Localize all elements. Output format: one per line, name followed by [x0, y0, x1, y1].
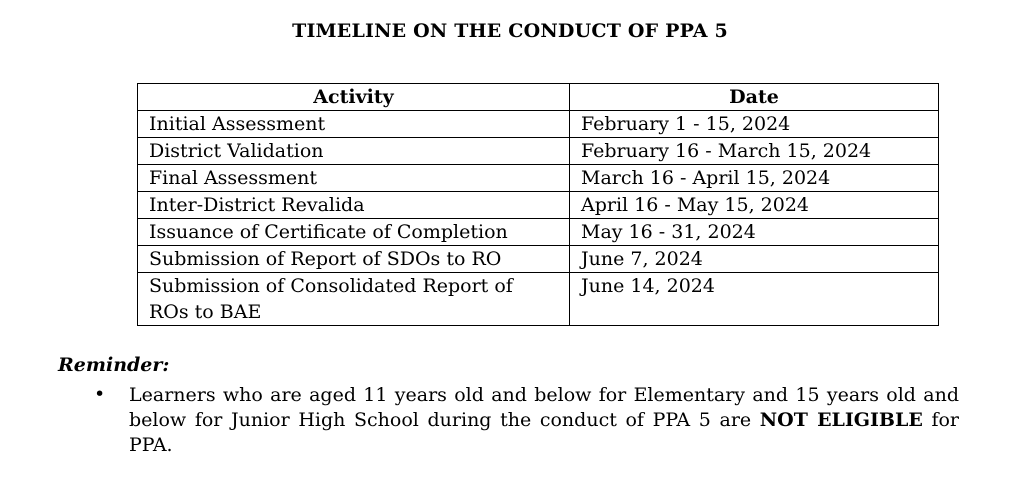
- table-row: [138, 273, 939, 326]
- table-header-row: [138, 84, 939, 111]
- activity-cell: Submission of Report of SDOs to RO: [138, 246, 570, 273]
- reminder-text: [129, 383, 959, 458]
- timeline-table: [137, 83, 939, 326]
- reminder-text-part2: for PPA.: [129, 409, 960, 456]
- table-row: [138, 246, 939, 273]
- activity-cell: Initial Assessment: [138, 111, 570, 138]
- reminder-text-part1: Learners who are aged 11 years old and below for Elementary and 15 years old and below for Junior High School during the conduct of PPA 5 are: [129, 384, 959, 431]
- table-row: [138, 165, 939, 192]
- date-cell: June 7, 2024: [570, 246, 939, 273]
- activity-cell: Inter-District Revalida: [138, 192, 570, 219]
- activity-cell: District Validation: [138, 138, 570, 165]
- table-row: [138, 138, 939, 165]
- activity-cell: Submission of Consolidated Report of ROs to BAE: [138, 273, 570, 326]
- bullet-point-icon: •: [94, 383, 106, 405]
- table-row: [138, 192, 939, 219]
- activity-cell: Final Assessment: [138, 165, 570, 192]
- date-cell: June 14, 2024: [570, 273, 939, 326]
- date-column-header: Date: [570, 84, 939, 111]
- document-title: TIMELINE ON THE CONDUCT OF PPA 5: [292, 20, 728, 42]
- activity-cell: Issuance of Certificate of Completion: [138, 219, 570, 246]
- table-row: [138, 219, 939, 246]
- date-cell: April 16 - May 15, 2024: [570, 192, 939, 219]
- not-eligible-emphasis: NOT ELIGIBLE: [759, 409, 923, 431]
- activity-column-header: Activity: [138, 84, 570, 111]
- date-cell: February 1 - 15, 2024: [570, 111, 939, 138]
- date-cell: March 16 - April 15, 2024: [570, 165, 939, 192]
- date-cell: May 16 - 31, 2024: [570, 219, 939, 246]
- table-row: [138, 111, 939, 138]
- reminder-heading: Reminder:: [58, 354, 170, 376]
- date-cell: February 16 - March 15, 2024: [570, 138, 939, 165]
